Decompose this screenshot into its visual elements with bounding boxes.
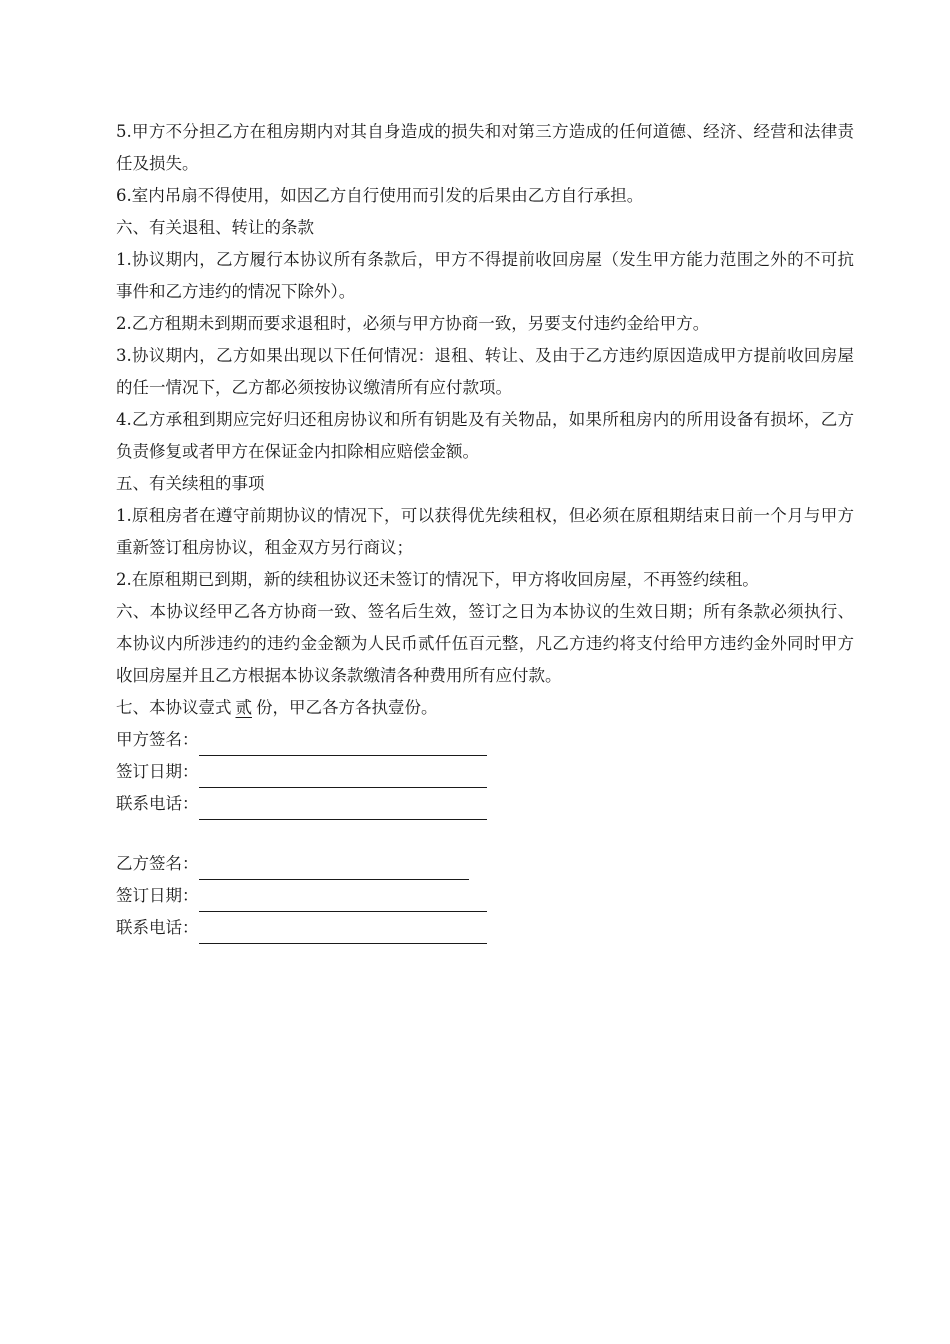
copies-suffix: 份，甲乙各方各执壹份。 xyxy=(256,698,438,717)
party-b-phone-label: 联系电话： xyxy=(116,918,199,937)
party-b-date-label: 签订日期： xyxy=(116,886,199,905)
termination-clause-4: 4.乙方承租到期应完好归还租房协议和所有钥匙及有关物品，如果所租房内的所用设备有损坏，乙方负责修复或者甲方在保证金内扣除相应赔偿金额。 xyxy=(116,410,854,461)
copies-clause xyxy=(116,692,854,724)
clause-5-liability: 5.甲方不分担乙方在租房期内对其自身造成的损失和对第三方造成的任何道德、经济、经营和法律责任及损失。 xyxy=(116,122,854,173)
party-b-date-row xyxy=(116,880,854,912)
renewal-clause-1: 1.原租房者在遵守前期协议的情况下，可以获得优先续租权，但必须在原租期结束日前一个月与甲方重新签订租房协议，租金双方另行商议； xyxy=(116,506,854,557)
party-b-phone-row xyxy=(116,912,854,944)
termination-clause-2: 2.乙方租期未到期而要求退租时，必须与甲方协商一致，另要支付违约金给甲方。 xyxy=(116,314,710,333)
termination-clause-1: 1.协议期内，乙方履行本协议所有条款后，甲方不得提前收回房屋（发生甲方能力范围之外的不可抗事件和乙方违约的情况下除外）。 xyxy=(116,250,854,301)
party-a-signature-label: 甲方签名： xyxy=(116,730,199,749)
party-a-phone-row xyxy=(116,788,854,820)
section-heading-termination: 六、有关退租、转让的条款 xyxy=(116,218,314,237)
party-a-phone-label: 联系电话： xyxy=(116,794,199,813)
party-b-date-field[interactable] xyxy=(199,889,487,912)
termination-clause-3: 3.协议期内，乙方如果出现以下任何情况：退租、转让、及由于乙方违约原因造成甲方提前收回房屋的任一情况下，乙方都必须按协议缴清所有应付款项。 xyxy=(116,346,854,397)
section-heading-renewal: 五、有关续租的事项 xyxy=(116,474,265,493)
party-b-signature-row xyxy=(116,848,854,880)
party-a-date-row xyxy=(116,756,854,788)
copies-prefix: 七、本协议壹式 xyxy=(116,698,232,717)
party-a-signature-row xyxy=(116,724,854,756)
party-b-signature-field[interactable] xyxy=(199,857,469,880)
party-a-signature-field[interactable] xyxy=(199,733,487,756)
clause-6-ceiling-fan: 6.室内吊扇不得使用，如因乙方自行使用而引发的后果由乙方自行承担。 xyxy=(116,186,644,205)
party-b-phone-field[interactable] xyxy=(199,921,487,944)
renewal-clause-2: 2.在原租期已到期，新的续租协议还未签订的情况下，甲方将收回房屋，不再签约续租。 xyxy=(116,570,759,589)
party-a-signature-block xyxy=(116,724,854,820)
signature-spacer xyxy=(116,820,854,848)
party-a-phone-field[interactable] xyxy=(199,797,487,820)
effectiveness-clause: 六、本协议经甲乙各方协商一致、签名后生效，签订之日为本协议的生效日期；所有条款必须执行、本协议内所涉违约的违约金金额为人民币贰仟伍百元整，凡乙方违约将支付给甲方违约金外同时甲方收回房屋并且乙方根据本协议条款缴清各种费用所有应付款。 xyxy=(116,602,854,685)
contract-page xyxy=(116,116,854,944)
copies-count: 贰 xyxy=(235,698,252,717)
party-b-signature-label: 乙方签名： xyxy=(116,854,199,873)
party-a-date-field[interactable] xyxy=(199,765,487,788)
party-a-date-label: 签订日期： xyxy=(116,762,199,781)
party-b-signature-block xyxy=(116,848,854,944)
